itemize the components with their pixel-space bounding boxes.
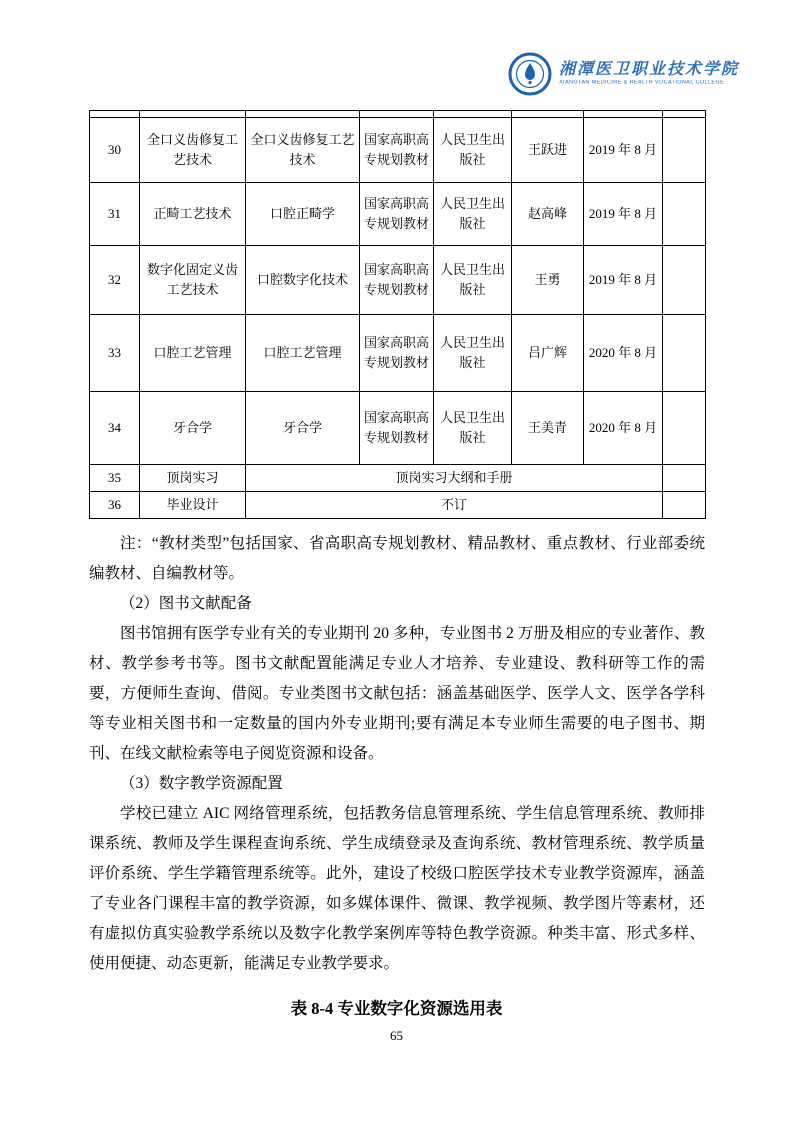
table-row xyxy=(90,315,706,392)
cell-type: 国家高职高专规划教材 xyxy=(360,246,434,315)
cell-merged-content: 顶岗实习大纲和手册 xyxy=(246,465,663,492)
cell-publisher: 人民卫生出版社 xyxy=(434,183,512,246)
cell-extra xyxy=(663,118,706,183)
cell-type: 国家高职高专规划教材 xyxy=(360,392,434,465)
cell-extra xyxy=(663,465,706,492)
cell-textbook: 全口义齿修复工艺技术 xyxy=(246,118,360,183)
cell-date: 2019 年 8 月 xyxy=(584,118,663,183)
section-2-body: 图书馆拥有医学专业有关的专业期刊 20 多种，专业图书 2 万册及相应的专业著作、教材、教学参考书等。图书文献配置能满足专业人才培养、专业建设、教科研等工作的需要，方便师生查询、借阅。专业类图书文献包括：涵盖基础医学、医学人文、医学各学科等专业相关图书和一定数量的国内外专业期刊;要有满足本专业师生需要的电子图书、期刊、在线文献检索等电子阅览资源和设备。 xyxy=(89,625,705,762)
table-row xyxy=(90,465,706,492)
college-name-block xyxy=(559,61,739,86)
note-paragraph: 注：“教材类型”包括国家、省高职高专规划教材、精品教材、重点教材、行业部委统编教材、自编教材等。 xyxy=(89,535,705,582)
cell-no: 32 xyxy=(90,246,140,315)
cell-merged-content: 不订 xyxy=(246,492,663,519)
page-number: 65 xyxy=(390,1028,403,1043)
cell-textbook: 口腔工艺管理 xyxy=(246,315,360,392)
cell-author: 吕广辉 xyxy=(512,315,584,392)
section-3-title: （3）数字教学资源配置 xyxy=(120,775,283,792)
college-name-en: XIANGTAN MEDICINE & HEALTH VOCATIONAL COLLEGE xyxy=(559,79,725,86)
cell-no: 35 xyxy=(90,465,140,492)
cell-publisher: 人民卫生出版社 xyxy=(434,392,512,465)
section-3-body: 学校已建立 AIC 网络管理系统，包括教务信息管理系统、学生信息管理系统、教师排课系统、教师及学生课程查询系统、学生成绩登录及查询系统、教材管理系统、教学质量评价系统、学生学籍管理系统等。此外，建设了校级口腔医学技术专业教学资源库，涵盖了专业各门课程丰富的教学资源，如多媒体课件、微课、教学视频、教学图片等素材，还有虚拟仿真实验教学系统以及数字化教学案例库等特色教学资源。种类丰富、形式多样、使用便捷、动态更新，能满足专业教学要求。 xyxy=(89,805,705,972)
body-text xyxy=(89,529,705,979)
college-emblem-icon xyxy=(508,52,552,96)
cell-author: 王美青 xyxy=(512,392,584,465)
cell-course: 牙合学 xyxy=(140,392,246,465)
cell-no: 33 xyxy=(90,315,140,392)
cell-textbook: 口腔正畸学 xyxy=(246,183,360,246)
cell-publisher: 人民卫生出版社 xyxy=(434,118,512,183)
cell-no: 34 xyxy=(90,392,140,465)
table-row xyxy=(90,183,706,246)
college-name: 湘潭医卫职业技术学院 xyxy=(559,61,740,79)
section-2-title: （2）图书文献配备 xyxy=(120,595,252,612)
cell-publisher: 人民卫生出版社 xyxy=(434,315,512,392)
cell-type: 国家高职高专规划教材 xyxy=(360,183,434,246)
page-content xyxy=(89,110,705,979)
cell-no: 31 xyxy=(90,183,140,246)
table-row-continuation xyxy=(90,111,706,118)
cell-type: 国家高职高专规划教材 xyxy=(360,315,434,392)
cell-course: 毕业设计 xyxy=(140,492,246,519)
table-row xyxy=(90,246,706,315)
college-logo xyxy=(508,52,740,96)
cell-extra xyxy=(663,246,706,315)
cell-course: 全口义齿修复工艺技术 xyxy=(140,118,246,183)
table-8-4-caption: 表 8-4 专业数字化资源选用表 xyxy=(290,999,503,1018)
cell-date: 2020 年 8 月 xyxy=(584,392,663,465)
cell-author: 王跃进 xyxy=(512,118,584,183)
cell-date: 2019 年 8 月 xyxy=(584,183,663,246)
cell-extra xyxy=(663,492,706,519)
cell-no: 30 xyxy=(90,118,140,183)
cell-course: 数字化固定义齿工艺技术 xyxy=(140,246,246,315)
cell-author: 赵高峰 xyxy=(512,183,584,246)
cell-extra xyxy=(663,315,706,392)
cell-type: 国家高职高专规划教材 xyxy=(360,118,434,183)
textbook-table xyxy=(89,110,706,519)
cell-extra xyxy=(663,183,706,246)
cell-course: 口腔工艺管理 xyxy=(140,315,246,392)
cell-textbook: 口腔数字化技术 xyxy=(246,246,360,315)
cell-date: 2019 年 8 月 xyxy=(584,246,663,315)
table-row xyxy=(90,492,706,519)
cell-publisher: 人民卫生出版社 xyxy=(434,246,512,315)
cell-no: 36 xyxy=(90,492,140,519)
table-row xyxy=(90,118,706,183)
cell-extra xyxy=(663,392,706,465)
cell-course: 顶岗实习 xyxy=(140,465,246,492)
cell-author: 王勇 xyxy=(512,246,584,315)
cell-date: 2020 年 8 月 xyxy=(584,315,663,392)
cell-course: 正畸工艺技术 xyxy=(140,183,246,246)
table-row xyxy=(90,392,706,465)
cell-textbook: 牙合学 xyxy=(246,392,360,465)
